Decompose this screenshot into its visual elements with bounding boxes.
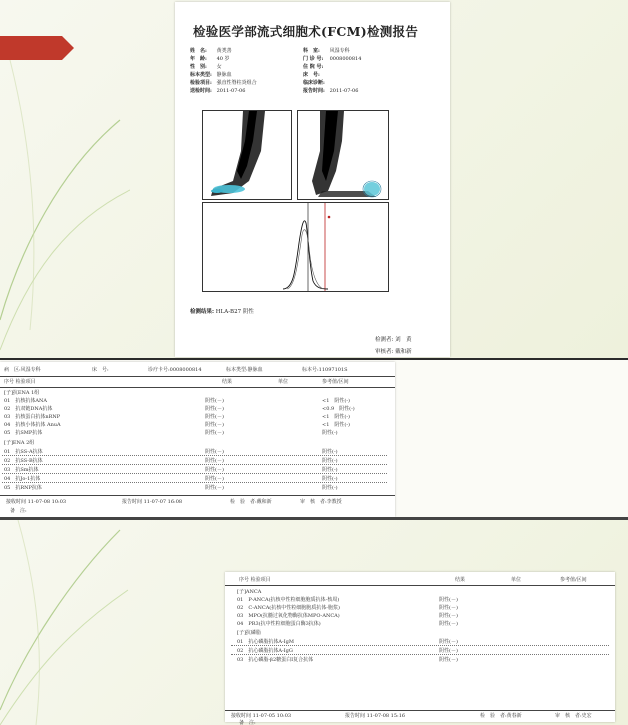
reviewer-name: 戴和新 [395,349,412,355]
lab2-remark: 备 注: [239,720,256,725]
field-sample-type: 标本类型: 静脉血 [190,72,232,78]
row-divider [2,473,387,474]
field-name: 姓 名: 黄类善 [190,48,232,54]
table-row: 01 抗心磷脂抗体A-IgM [237,639,294,645]
field-report-time: 报告时间: 2011-07-06 [303,88,359,94]
lab2-col-item: 序号 检验项目 [239,577,271,583]
table-cell-result: 阴性(－) [205,406,224,412]
table-cell-result: 阴性(－) [439,613,458,619]
table-row: 01 抗SS-A抗体 [4,449,43,455]
table-cell-result: 阴性(－) [205,449,224,455]
table-cell-ref: 阴性(-) [322,467,338,473]
lab1-footer-reviewer: 审 核 者:李教授 [300,499,342,505]
table-cell-result: 阴性(－) [205,430,224,436]
histogram-plot [202,202,389,292]
lab1-remark: 备 注: [10,508,27,514]
row-divider [231,654,609,655]
table-row: 03 抗核蛋白抗体nRNP [4,414,61,420]
table-row: 04 PR3(抗中性粒细胞蛋白酶3抗体) [237,621,321,627]
scatter-plot-1 [202,110,292,200]
table-cell-ref: <1 阴性(-) [322,398,350,404]
lab1-footer-receive-time: 接收时间 11-07-08 10:03 [6,499,67,505]
row-divider [231,645,609,646]
lab2-group-2: [子]抗磷脂 [237,630,261,636]
table-row: 03 抗心磷脂-β2糖蛋白I复合抗体 [237,657,314,663]
table-cell-ref: 阴性(-) [322,430,338,436]
row-divider [2,482,387,483]
lab1-col-result: 结果 [222,379,233,385]
lab1-footer-rule [0,495,395,496]
lab2-col-ref: 参考值/区间 [560,577,587,583]
table-row: 03 MPO(抗髓过氧化物酶抗体MPO-ANCA) [237,613,340,619]
lab2-footer-tester: 检 验 者:黄春新 [480,713,522,719]
lab1-group-1: [子]抗ENA 1组 [4,390,40,396]
table-cell-ref: 阴性(-) [322,449,338,455]
lab1-header-ward: 病 区:风湿专科 [4,367,41,373]
scatter-plot-1-graphic [203,111,291,199]
field-clinic-no: 门 诊 号: 0008000814 [303,56,362,62]
report-title: 检验医学部流式细胞术(FCM)检测报告 [193,24,419,39]
tester-name: 刘 黄 [395,337,412,343]
table-cell-result: 阴性(－) [205,467,224,473]
field-test-item: 检验项目: 强直性脊柱炎组合 [190,80,257,86]
table-cell-result: 阴性(－) [205,422,224,428]
table-row: 05 抗RNP抗体 [4,485,42,491]
lab1-col-item: 序号 检验项目 [4,379,36,385]
field-send-time: 送检时间: 2011-07-06 [190,88,246,94]
scatter-plot-2 [297,110,389,200]
table-cell-result: 阴性(－) [205,458,224,464]
report-fields-left [190,47,257,95]
row-divider [2,464,387,465]
lab2-col-unit: 单位 [511,577,522,583]
decorative-curves-bottom [0,520,130,725]
lab2-footer-rule [225,710,615,711]
field-sex: 性 别: 女 [190,64,222,70]
table-cell-result: 阴性(－) [439,605,458,611]
fcm-report-paper [175,2,450,357]
lab1-column-rule [0,387,395,388]
report-fields-right [303,47,361,95]
field-diagnosis: 临床诊断: [303,80,325,86]
lab1-col-ref: 参考值/区间 [322,379,349,385]
table-cell-result: 阴性(－) [205,476,224,482]
result-value: HLA-B27 阴性 [215,309,254,315]
reviewer-line [375,347,412,355]
table-cell-ref: <1 阴性(-) [322,414,350,420]
table-cell-ref: <1 阴性(-) [322,422,350,428]
lab1-footer-report-time: 报告时间 11-07-07 16:08 [122,499,183,505]
field-bed-no: 床 号: [303,72,320,78]
lab1-header-sample-type: 标本类型:静脉血 [226,367,263,373]
table-row: 02 抗双链DNA抗体 [4,406,53,412]
table-cell-result: 阴性(－) [439,639,458,645]
tester-line [375,335,412,343]
lab2-col-result: 结果 [455,577,466,583]
table-cell-result: 阴性(－) [205,414,224,420]
table-cell-result: 阴性(－) [439,621,458,627]
slide-fcm-report [0,0,628,360]
lab1-header-rule [0,376,395,377]
lab1-header-bed: 床 号: [92,367,109,373]
slide-lab-report-1 [0,360,628,520]
lab2-footer-report-time: 报告时间 11-07-08 15:16 [345,713,406,719]
table-row: 01 P-ANCA(抗核中性粒细胞胞质抗体-核周) [237,597,340,603]
lab1-col-unit: 单位 [278,379,289,385]
table-row: 05 抗SMP抗体 [4,430,43,436]
table-cell-result: 阴性(－) [205,398,224,404]
table-row: 04 抗核小体抗体 AnuA [4,422,61,428]
table-cell-ref: <0.9 阴性(-) [322,406,355,412]
slide-marker-tab [0,36,62,60]
field-age: 年 龄: 40 岁 [190,56,230,62]
field-inpatient-no: 住 院 号: [303,64,324,70]
slide-lab-report-2 [0,520,628,725]
lab1-header-card: 诊疗卡号:0008000814 [148,367,202,373]
table-cell-result: 阴性(－) [439,657,458,663]
lab2-column-rule [225,585,615,586]
lab-report-2-paper [225,572,615,725]
table-row: 02 抗心磷脂抗体A-IgG [237,648,293,654]
table-row: 04 抗Jo-1抗体 [4,476,41,482]
table-cell-ref: 阴性(-) [322,485,338,491]
result-line [190,307,254,315]
lab1-group-2: [子]ENA 2组 [4,440,35,446]
result-label: 检测结果: [190,309,215,315]
lab2-group-1: [子]ANCA [237,589,262,595]
tester-label: 检测者: [375,337,394,343]
lab2-footer-reviewer: 审 核 者:史宏 [555,713,592,719]
table-cell-result: 阴性(－) [439,648,458,654]
table-cell-result: 阴性(－) [439,597,458,603]
field-department: 科 室: 风湿专科 [303,48,350,54]
histogram-graphic [203,203,388,291]
table-cell-ref: 阴性(-) [322,458,338,464]
table-row: 02 C-ANCA(抗核中性粒细胞胞质抗体-胞浆) [237,605,340,611]
table-cell-ref: 阴性(-) [322,476,338,482]
lab1-header-sample-no: 标本号:11097101S [302,367,348,373]
table-row: 01 抗核抗体ANA [4,398,47,404]
table-cell-result: 阴性(－) [205,485,224,491]
row-divider [2,455,387,456]
table-row: 02 抗SS-B抗体 [4,458,43,464]
reviewer-label: 审核者: [375,349,394,355]
lab-report-1-paper [0,362,395,517]
table-row: 03 抗Sm抗体 [4,467,39,473]
scatter-plot-2-graphic [298,111,388,199]
lab2-footer-receive-time: 接收时间 11-07-05 10:03 [231,713,292,719]
lab1-footer-tester: 检 验 者:戴和新 [230,499,272,505]
